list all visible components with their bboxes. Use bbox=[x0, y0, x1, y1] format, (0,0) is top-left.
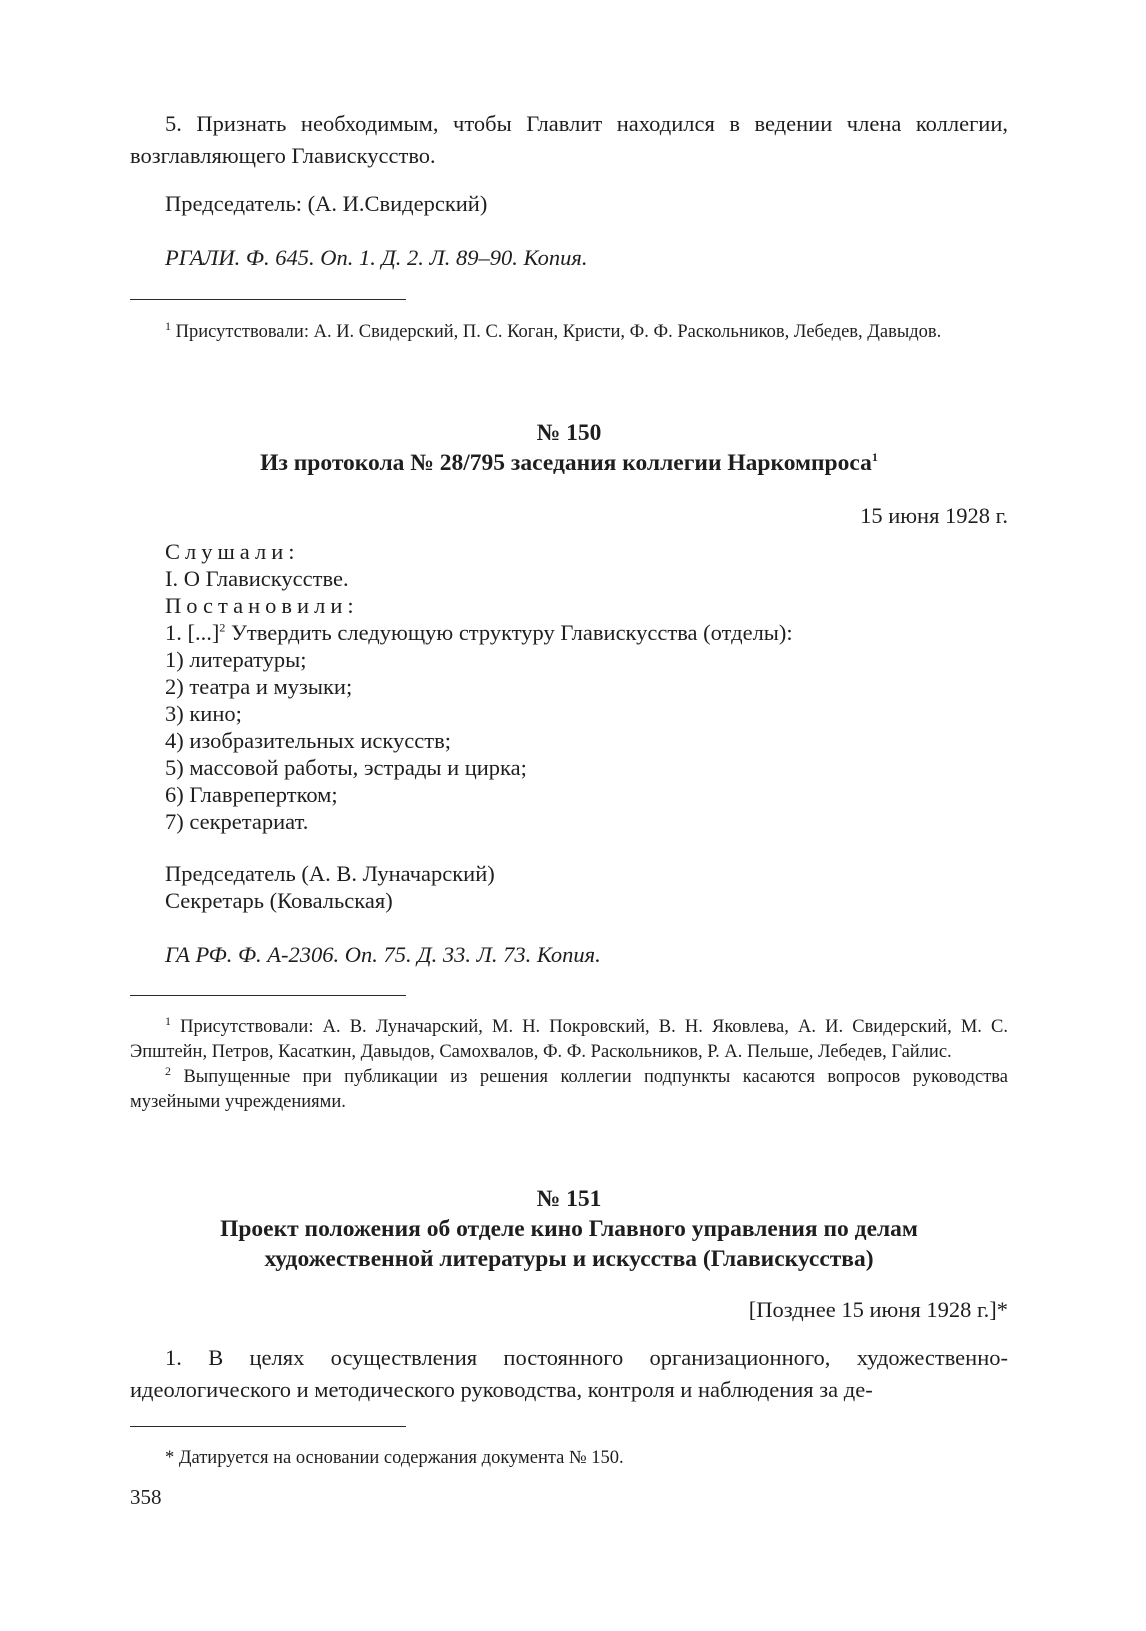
doc151-date-block bbox=[130, 1296, 1008, 1323]
footnote-1 bbox=[130, 1015, 1008, 1065]
previous-source-block bbox=[130, 244, 1008, 271]
footnote-mark: 1 bbox=[165, 1013, 171, 1028]
decided-label: Постановили: bbox=[165, 593, 359, 618]
department-item: 1) литературы; bbox=[165, 647, 307, 672]
doc150-heading bbox=[130, 418, 1008, 478]
footnote-divider bbox=[130, 995, 406, 996]
doc150-body bbox=[130, 538, 1008, 835]
decision-prefix: 1. [...] bbox=[165, 620, 220, 645]
previous-document-ending bbox=[130, 108, 1008, 172]
footnotes-previous bbox=[130, 320, 1008, 345]
heard-item: I. О Главискусстве. bbox=[165, 566, 349, 591]
doc-title bbox=[130, 448, 1008, 478]
doc-number: № 150 bbox=[536, 420, 602, 446]
archive-source: РГАЛИ. Ф. 645. Оп. 1. Д. 2. Л. 89–90. Копия. bbox=[165, 245, 588, 270]
department-item: 5) массовой работы, эстрады и цирка; bbox=[165, 755, 527, 780]
archive-source: ГА РФ. Ф. А-2306. Оп. 75. Д. 33. Л. 73. Копия. bbox=[165, 942, 601, 967]
footnote-divider bbox=[130, 299, 406, 300]
doc-number: № 151 bbox=[536, 1186, 602, 1212]
footnote-divider bbox=[130, 1426, 406, 1427]
footnote-mark: 1 bbox=[165, 318, 171, 333]
doc150-source-block bbox=[130, 941, 1008, 968]
decision-text: Утвердить следующую структуру Главискусства (отделы): bbox=[225, 620, 793, 645]
doc151-heading bbox=[130, 1184, 1008, 1274]
department-item: 7) секретариат. bbox=[165, 809, 309, 834]
footnote-star bbox=[130, 1446, 1008, 1471]
page-number: 358 bbox=[130, 1485, 162, 1509]
heard-label: Слушали: bbox=[165, 539, 300, 564]
footnote-text: Присутствовали: А. И. Свидерский, П. С. Коган, Кристи, Ф. Ф. Раскольников, Лебедев, Давыдов. bbox=[175, 322, 942, 342]
doc150-signatures bbox=[130, 860, 1008, 914]
doc-date: [Позднее 15 июня 1928 г.]* bbox=[748, 1297, 1008, 1322]
department-item: 4) изобразительных искусств; bbox=[165, 728, 451, 753]
paragraph-1: 1. В целях осуществления постоянного организационного, художественно-идеологического и методического руководства, контроля и наблюдения за де- bbox=[130, 1345, 1008, 1402]
doc-date: 15 июня 1928 г. bbox=[860, 503, 1008, 528]
footnote-mark: 2 bbox=[165, 1063, 171, 1078]
footnote-2 bbox=[130, 1065, 1008, 1115]
secretary-signature: Секретарь (Ковальская) bbox=[165, 888, 393, 913]
previous-chairman-block bbox=[130, 190, 1008, 217]
department-item: 6) Главрепертком; bbox=[165, 782, 338, 807]
footnote-text: Присутствовали: А. В. Луначарский, М. Н. Покровский, В. Н. Яковлева, А. И. Свидерский, М. С. Эпштейн, Петров, Касаткин, Давыдов, Самохвалов, Ф. Ф. Раскольников, Р. А. Пельше, Лебедев, Гайлис. bbox=[130, 1017, 1008, 1062]
item-5-paragraph: 5. Признать необходимым, чтобы Главлит находился в ведении члена коллегии, возглавляющего Главискусство. bbox=[130, 111, 1008, 168]
doc-title-line-1: Проект положения об отделе кино Главного управления по делам bbox=[220, 1216, 918, 1242]
doc-title-line-2: художественной литературы и искусства (Главискусства) bbox=[264, 1246, 874, 1272]
chairman-signature: Председатель: (А. И.Свидерский) bbox=[165, 191, 488, 216]
doc150-date-block bbox=[130, 502, 1008, 529]
doc151-footnotes bbox=[130, 1446, 1008, 1471]
title-footnote-mark: 1 bbox=[871, 450, 878, 465]
footnote-text: Выпущенные при публикации из решения коллегии подпункты касаются вопросов руководства музейными учреждениями. bbox=[130, 1067, 1009, 1112]
footnote-text: Датируется на основании содержания документа № 150. bbox=[178, 1448, 624, 1468]
doc-title-text: Из протокола № 28/795 заседания коллегии Наркомпроса bbox=[260, 450, 872, 476]
department-item: 2) театра и музыки; bbox=[165, 674, 353, 699]
chairman-signature: Председатель (А. В. Луначарский) bbox=[165, 861, 495, 886]
decision-line bbox=[130, 619, 1008, 646]
doc151-body bbox=[130, 1342, 1008, 1406]
footnote-1 bbox=[130, 320, 1008, 345]
decision-footnote-mark: 2 bbox=[219, 620, 226, 635]
department-item: 3) кино; bbox=[165, 701, 242, 726]
footnote-mark: * bbox=[165, 1448, 175, 1468]
doc150-footnotes bbox=[130, 1015, 1008, 1115]
